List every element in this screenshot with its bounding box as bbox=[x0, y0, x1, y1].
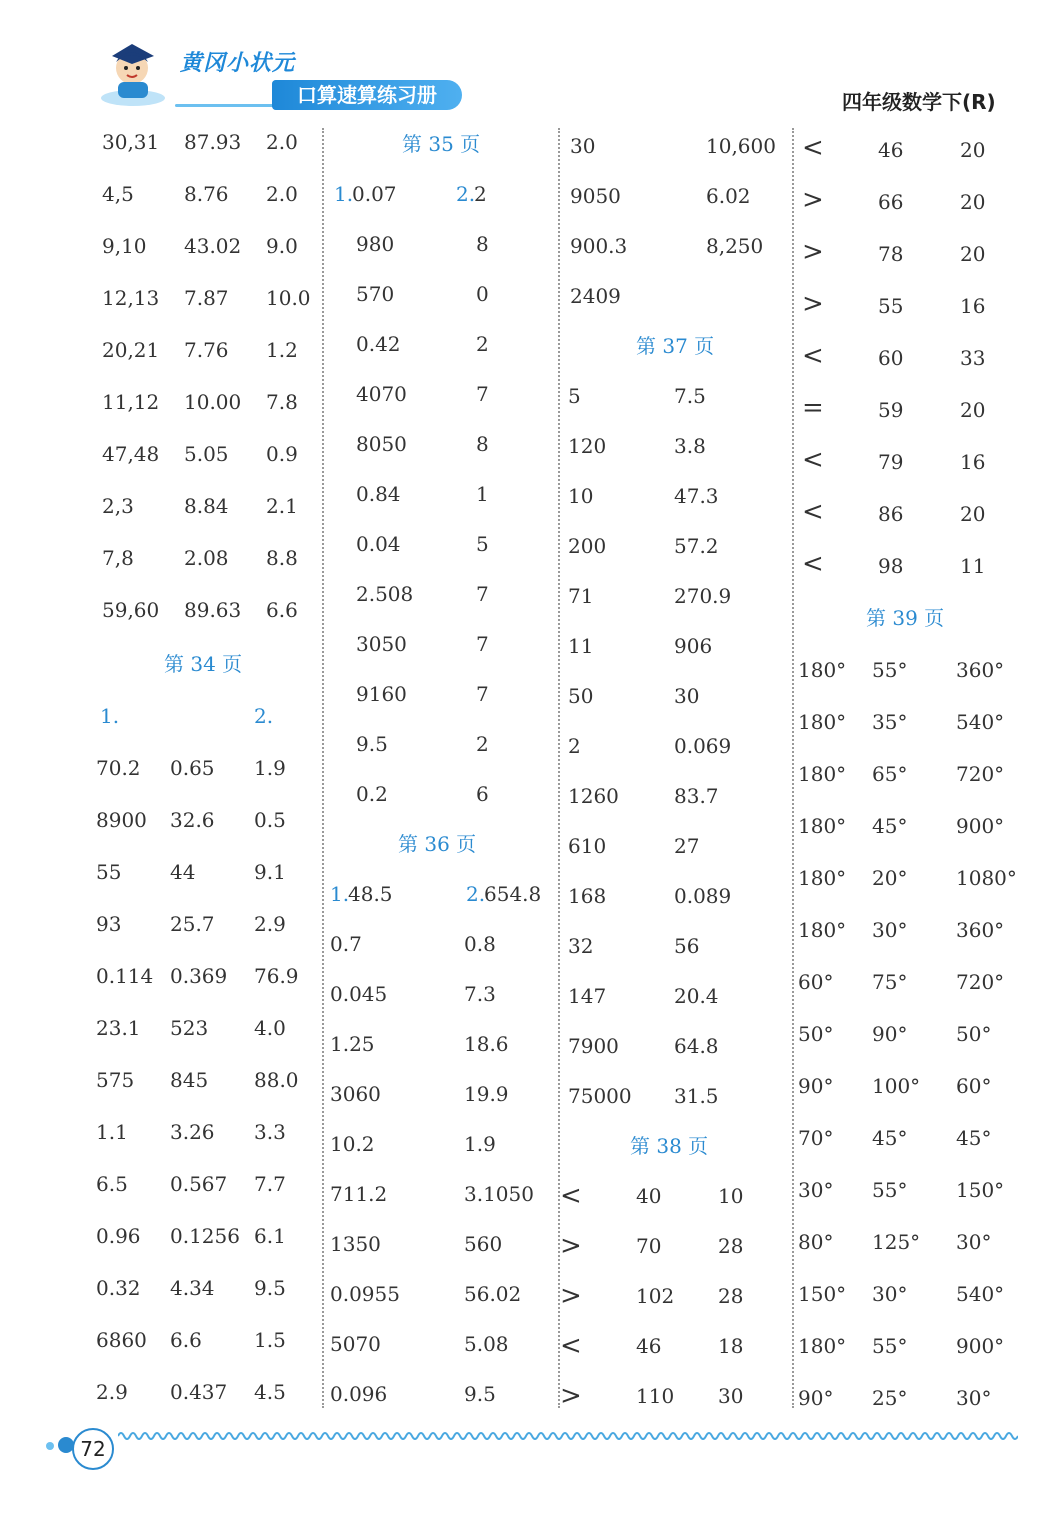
answer-cell: 47.3 bbox=[674, 484, 719, 508]
answer-cell: 3.26 bbox=[170, 1120, 215, 1144]
answer-cell: 7900 bbox=[568, 1034, 619, 1058]
answer-cell: 845 bbox=[170, 1068, 209, 1092]
answer-cell: 2 bbox=[476, 732, 489, 756]
grade-label: 四年级数学下(R) bbox=[842, 90, 996, 114]
answer-cell: 0.8 bbox=[464, 932, 496, 956]
comparison-symbol: < bbox=[802, 549, 824, 579]
answer-cell: 120 bbox=[568, 434, 607, 458]
answer-cell: 76.9 bbox=[254, 964, 299, 988]
answer-cell: 0.5 bbox=[254, 808, 286, 832]
answer-cell: 32 bbox=[568, 934, 594, 958]
answer-cell: 0.96 bbox=[96, 1224, 141, 1248]
answer-cell: 2.1 bbox=[266, 494, 298, 518]
answer-cell: 43.02 bbox=[184, 234, 242, 258]
answer-cell: 60° bbox=[956, 1074, 992, 1098]
answer-cell: 23.1 bbox=[96, 1016, 141, 1040]
answer-cell: 44 bbox=[170, 860, 196, 884]
answer-cell: 5 bbox=[568, 384, 581, 408]
answer-cell: 4,5 bbox=[102, 182, 134, 206]
column-divider bbox=[558, 128, 560, 1408]
page-heading: 第 37 页 bbox=[636, 334, 715, 358]
answer-cell: 46 bbox=[636, 1334, 662, 1358]
answer-cell: 180° bbox=[798, 710, 847, 734]
answer-cell: 1.9 bbox=[464, 1132, 496, 1156]
answer-cell: 46 bbox=[878, 138, 904, 162]
answer-cell: 32.6 bbox=[170, 808, 215, 832]
comparison-symbol: > bbox=[802, 237, 824, 267]
answer-cell: 102 bbox=[636, 1284, 675, 1308]
answer-cell: 87.93 bbox=[184, 130, 242, 154]
answer-cell: 1.5 bbox=[254, 1328, 286, 1352]
answer-cell: 9.5 bbox=[464, 1382, 496, 1406]
answer-cell: 7 bbox=[476, 382, 489, 406]
answer-cell: 1.1 bbox=[96, 1120, 128, 1144]
answer-cell: 55° bbox=[872, 1178, 908, 1202]
answer-cell: 900.3 bbox=[570, 234, 628, 258]
answer-cell: 12,13 bbox=[102, 286, 160, 310]
answer-cell: 40 bbox=[636, 1184, 662, 1208]
question-label: 2. bbox=[466, 882, 486, 906]
answer-cell: 57.2 bbox=[674, 534, 719, 558]
answer-cell: 150° bbox=[956, 1178, 1005, 1202]
answer-cell: 30 bbox=[718, 1384, 744, 1408]
answer-cell: 20 bbox=[960, 398, 986, 422]
answer-cell: 6.02 bbox=[706, 184, 751, 208]
answer-cell: 610 bbox=[568, 834, 607, 858]
answer-cell: 60° bbox=[798, 970, 834, 994]
answer-cell: 45° bbox=[872, 814, 908, 838]
answer-cell: 523 bbox=[170, 1016, 209, 1040]
answer-cell: 30° bbox=[956, 1386, 992, 1410]
answer-cell: 10 bbox=[718, 1184, 744, 1208]
answer-cell: 80° bbox=[798, 1230, 834, 1254]
answer-cell: 20 bbox=[960, 242, 986, 266]
answer-cell: 70° bbox=[798, 1126, 834, 1150]
answer-cell: 0.84 bbox=[356, 482, 401, 506]
answer-cell: 1.2 bbox=[266, 338, 298, 362]
answer-cell: 906 bbox=[674, 634, 713, 658]
answer-cell: 570 bbox=[356, 282, 395, 306]
answer-cell: 2.0 bbox=[266, 130, 298, 154]
answer-cell: 9.5 bbox=[356, 732, 388, 756]
question-label: 1. bbox=[330, 882, 350, 906]
answer-cell: 720° bbox=[956, 970, 1005, 994]
answer-cell: 3060 bbox=[330, 1082, 381, 1106]
answer-cell: 3.8 bbox=[674, 434, 706, 458]
answer-cell: 18 bbox=[718, 1334, 744, 1358]
answer-cell: 8050 bbox=[356, 432, 407, 456]
page-header bbox=[0, 0, 1060, 120]
answer-cell: 0.7 bbox=[330, 932, 362, 956]
answer-cell: 75° bbox=[872, 970, 908, 994]
page-heading: 第 35 页 bbox=[402, 132, 481, 156]
answer-cell: 8.84 bbox=[184, 494, 229, 518]
answer-cell: 3.1050 bbox=[464, 1182, 534, 1206]
answer-cell: 7.87 bbox=[184, 286, 229, 310]
brand-underline bbox=[175, 104, 275, 107]
answer-cell: 5.05 bbox=[184, 442, 229, 466]
answer-cell: 55° bbox=[872, 658, 908, 682]
question-label: 1. bbox=[100, 704, 120, 728]
series-banner: 口算速算练习册 bbox=[272, 80, 462, 110]
answer-cell: 900° bbox=[956, 814, 1005, 838]
answer-cell: 100° bbox=[872, 1074, 921, 1098]
question-label: 1. bbox=[334, 182, 354, 206]
answer-cell: 25° bbox=[872, 1386, 908, 1410]
answer-cell: 5 bbox=[476, 532, 489, 556]
answer-cell: 20 bbox=[960, 138, 986, 162]
answer-cell: 900° bbox=[956, 1334, 1005, 1358]
decor-dot bbox=[46, 1442, 54, 1450]
answer-cell: 200 bbox=[568, 534, 607, 558]
comparison-symbol: < bbox=[802, 497, 824, 527]
brand-title: 黄冈小状元 bbox=[180, 51, 296, 76]
answer-cell: 0.0955 bbox=[330, 1282, 400, 1306]
answer-cell: 11 bbox=[960, 554, 986, 578]
answer-cell: 8 bbox=[476, 432, 489, 456]
answer-cell: 28 bbox=[718, 1284, 744, 1308]
answer-cell: 7.3 bbox=[464, 982, 496, 1006]
answer-cell: 25.7 bbox=[170, 912, 215, 936]
answer-cell: 1350 bbox=[330, 1232, 381, 1256]
answer-cell: 55° bbox=[872, 1334, 908, 1358]
comparison-symbol: > bbox=[802, 185, 824, 215]
answer-cell: 30° bbox=[872, 1282, 908, 1306]
answer-cell: 6.5 bbox=[96, 1172, 128, 1196]
answer-cell: 2.9 bbox=[254, 912, 286, 936]
answer-cell: 30° bbox=[956, 1230, 992, 1254]
answer-cell: 86 bbox=[878, 502, 904, 526]
answer-cell: 50° bbox=[956, 1022, 992, 1046]
answer-cell: 30 bbox=[570, 134, 596, 158]
comparison-symbol: < bbox=[560, 1331, 582, 1361]
answer-cell: 150° bbox=[798, 1282, 847, 1306]
answer-cell: 110 bbox=[636, 1384, 675, 1408]
column-divider bbox=[322, 128, 324, 1408]
answer-cell: 0.65 bbox=[170, 756, 215, 780]
answer-cell: 0.2 bbox=[356, 782, 388, 806]
answer-cell: 2.9 bbox=[96, 1380, 128, 1404]
answer-cell: 75000 bbox=[568, 1084, 632, 1108]
answer-cell: 56.02 bbox=[464, 1282, 522, 1306]
answer-cell: 98 bbox=[878, 554, 904, 578]
answer-cell: 980 bbox=[356, 232, 395, 256]
answer-cell: 83.7 bbox=[674, 784, 719, 808]
answer-cell: 2,3 bbox=[102, 494, 134, 518]
answer-cell: 66 bbox=[878, 190, 904, 214]
answer-cell: 88.0 bbox=[254, 1068, 299, 1092]
answer-cell: 20 bbox=[960, 190, 986, 214]
answer-cell: 30 bbox=[674, 684, 700, 708]
answer-cell: 8,250 bbox=[706, 234, 764, 258]
answer-cell: 0 bbox=[476, 282, 489, 306]
answer-cell: 7.8 bbox=[266, 390, 298, 414]
answer-cell: 180° bbox=[798, 814, 847, 838]
answer-cell: 1 bbox=[476, 482, 489, 506]
answer-cell: 0.369 bbox=[170, 964, 228, 988]
answer-cell: 7.5 bbox=[674, 384, 706, 408]
answer-cell: 711.2 bbox=[330, 1182, 388, 1206]
answer-cell: 0.32 bbox=[96, 1276, 141, 1300]
answer-cell: 9.0 bbox=[266, 234, 298, 258]
answer-cell: 50° bbox=[798, 1022, 834, 1046]
answer-cell: 6.6 bbox=[170, 1328, 202, 1352]
answer-cell: 89.63 bbox=[184, 598, 242, 622]
answer-cell: 30° bbox=[798, 1178, 834, 1202]
answer-cell: 360° bbox=[956, 658, 1005, 682]
answer-cell: 65° bbox=[872, 762, 908, 786]
comparison-symbol: > bbox=[560, 1381, 582, 1411]
answer-cell: 27 bbox=[674, 834, 700, 858]
answer-cell: 55 bbox=[878, 294, 904, 318]
comparison-symbol: < bbox=[560, 1181, 582, 1211]
answer-cell: 560 bbox=[464, 1232, 503, 1256]
page-heading: 第 36 页 bbox=[398, 832, 477, 856]
answer-cell: 10 bbox=[568, 484, 594, 508]
answer-cell: 48.5 bbox=[348, 882, 393, 906]
answer-cell: 2 bbox=[474, 182, 487, 206]
answer-cell: 8.8 bbox=[266, 546, 298, 570]
answer-cell: 0.1256 bbox=[170, 1224, 240, 1248]
comparison-symbol: > bbox=[560, 1231, 582, 1261]
answer-cell: 654.8 bbox=[484, 882, 542, 906]
answer-cell: 90° bbox=[798, 1386, 834, 1410]
answer-cell: 20,21 bbox=[102, 338, 160, 362]
answer-cell: 18.6 bbox=[464, 1032, 509, 1056]
answer-cell: 7,8 bbox=[102, 546, 134, 570]
answer-cell: 2.508 bbox=[356, 582, 414, 606]
answer-cell: 1.25 bbox=[330, 1032, 375, 1056]
answer-cell: 11,12 bbox=[102, 390, 160, 414]
page-heading: 第 34 页 bbox=[164, 652, 243, 676]
comparison-symbol: > bbox=[802, 289, 824, 319]
answer-cell: 0.045 bbox=[330, 982, 388, 1006]
answer-cell: 45° bbox=[956, 1126, 992, 1150]
answer-cell: 360° bbox=[956, 918, 1005, 942]
page-heading: 第 39 页 bbox=[866, 606, 945, 630]
answer-cell: 180° bbox=[798, 918, 847, 942]
answer-cell: 16 bbox=[960, 294, 986, 318]
answer-cell: 8.76 bbox=[184, 182, 229, 206]
answer-cell: 6 bbox=[476, 782, 489, 806]
answer-cell: 9.5 bbox=[254, 1276, 286, 1300]
answer-cell: 93 bbox=[96, 912, 122, 936]
answer-cell: 1080° bbox=[956, 866, 1017, 890]
question-label: 2. bbox=[456, 182, 476, 206]
answer-cell: 50 bbox=[568, 684, 594, 708]
column-divider bbox=[792, 128, 794, 1408]
answer-cell: 0.089 bbox=[674, 884, 732, 908]
answer-cell: 5070 bbox=[330, 1332, 381, 1356]
answer-cell: 9160 bbox=[356, 682, 407, 706]
answer-cell: 56 bbox=[674, 934, 700, 958]
answer-cell: 20 bbox=[960, 502, 986, 526]
answer-cell: 180° bbox=[798, 658, 847, 682]
answer-cell: 8 bbox=[476, 232, 489, 256]
answer-cell: 1260 bbox=[568, 784, 619, 808]
comparison-symbol: < bbox=[802, 133, 824, 163]
answer-cell: 6.1 bbox=[254, 1224, 286, 1248]
answer-cell: 9.1 bbox=[254, 860, 286, 884]
answer-cell: 55 bbox=[96, 860, 122, 884]
answer-cell: 90° bbox=[798, 1074, 834, 1098]
answer-cell: 2409 bbox=[570, 284, 621, 308]
answer-cell: 4070 bbox=[356, 382, 407, 406]
answer-cell: 71 bbox=[568, 584, 594, 608]
comparison-symbol: < bbox=[802, 445, 824, 475]
answer-cell: 7.7 bbox=[254, 1172, 286, 1196]
answer-cell: 5.08 bbox=[464, 1332, 509, 1356]
answer-cell: 1.9 bbox=[254, 756, 286, 780]
answer-cell: 33 bbox=[960, 346, 986, 370]
answer-cell: 540° bbox=[956, 710, 1005, 734]
answer-cell: 78 bbox=[878, 242, 904, 266]
answer-cell: 2 bbox=[476, 332, 489, 356]
answer-cell: 20.4 bbox=[674, 984, 719, 1008]
answer-cell: 19.9 bbox=[464, 1082, 509, 1106]
answer-cell: 31.5 bbox=[674, 1084, 719, 1108]
answer-cell: 3050 bbox=[356, 632, 407, 656]
answer-cell: 575 bbox=[96, 1068, 135, 1092]
answer-cell: 60 bbox=[878, 346, 904, 370]
answer-cell: 70 bbox=[636, 1234, 662, 1258]
answer-cell: 7.76 bbox=[184, 338, 229, 362]
answer-cell: 2.0 bbox=[266, 182, 298, 206]
answer-cell: 59 bbox=[878, 398, 904, 422]
answer-cell: 7 bbox=[476, 582, 489, 606]
comparison-symbol: < bbox=[802, 341, 824, 371]
answer-cell: 45° bbox=[872, 1126, 908, 1150]
answer-cell: 0.069 bbox=[674, 734, 732, 758]
answer-cell: 0.437 bbox=[170, 1380, 228, 1404]
comparison-symbol: = bbox=[802, 393, 824, 423]
answer-cell: 168 bbox=[568, 884, 607, 908]
answer-cell: 0.9 bbox=[266, 442, 298, 466]
answer-cell: 180° bbox=[798, 866, 847, 890]
answer-cell: 125° bbox=[872, 1230, 921, 1254]
answer-cell: 180° bbox=[798, 762, 847, 786]
answer-cell: 270.9 bbox=[674, 584, 732, 608]
answer-cell: 4.34 bbox=[170, 1276, 215, 1300]
answer-cell: 180° bbox=[798, 1334, 847, 1358]
answer-cell: 7 bbox=[476, 632, 489, 656]
answer-cell: 10.2 bbox=[330, 1132, 375, 1156]
answer-cell: 4.0 bbox=[254, 1016, 286, 1040]
question-label: 2. bbox=[254, 704, 274, 728]
page-number: 72 bbox=[72, 1428, 114, 1470]
answer-cell: 10,600 bbox=[706, 134, 776, 158]
answer-cell: 10.0 bbox=[266, 286, 311, 310]
answer-cell: 64.8 bbox=[674, 1034, 719, 1058]
answer-cell: 540° bbox=[956, 1282, 1005, 1306]
answer-cell: 720° bbox=[956, 762, 1005, 786]
answer-cell: 9050 bbox=[570, 184, 621, 208]
answer-cell: 79 bbox=[878, 450, 904, 474]
answer-cell: 30° bbox=[872, 918, 908, 942]
answer-cell: 7 bbox=[476, 682, 489, 706]
answer-cell: 9,10 bbox=[102, 234, 147, 258]
answer-cell: 47,48 bbox=[102, 442, 160, 466]
answer-cell: 0.567 bbox=[170, 1172, 228, 1196]
answer-cell: 35° bbox=[872, 710, 908, 734]
answer-cell: 30,31 bbox=[102, 130, 160, 154]
answer-cell: 90° bbox=[872, 1022, 908, 1046]
answer-cell: 70.2 bbox=[96, 756, 141, 780]
answer-cell: 4.5 bbox=[254, 1380, 286, 1404]
answer-cell: 147 bbox=[568, 984, 607, 1008]
answer-cell: 2 bbox=[568, 734, 581, 758]
answer-cell: 0.096 bbox=[330, 1382, 388, 1406]
answer-cell: 0.114 bbox=[96, 964, 154, 988]
answer-cell: 11 bbox=[568, 634, 594, 658]
answer-cell: 0.42 bbox=[356, 332, 401, 356]
answer-cell: 28 bbox=[718, 1234, 744, 1258]
answer-cell: 2.08 bbox=[184, 546, 229, 570]
comparison-symbol: > bbox=[560, 1281, 582, 1311]
wave-divider bbox=[118, 1424, 1018, 1448]
answer-cell: 3.3 bbox=[254, 1120, 286, 1144]
answer-cell: 6860 bbox=[96, 1328, 147, 1352]
answer-cell: 8900 bbox=[96, 808, 147, 832]
answer-cell: 0.04 bbox=[356, 532, 401, 556]
answer-cell: 16 bbox=[960, 450, 986, 474]
page-heading: 第 38 页 bbox=[630, 1134, 709, 1158]
scholar-mascot-icon bbox=[98, 36, 168, 108]
answer-cell: 59,60 bbox=[102, 598, 160, 622]
answer-cell: 20° bbox=[872, 866, 908, 890]
answer-cell: 10.00 bbox=[184, 390, 242, 414]
answer-cell: 6.6 bbox=[266, 598, 298, 622]
answer-cell: 0.07 bbox=[352, 182, 397, 206]
